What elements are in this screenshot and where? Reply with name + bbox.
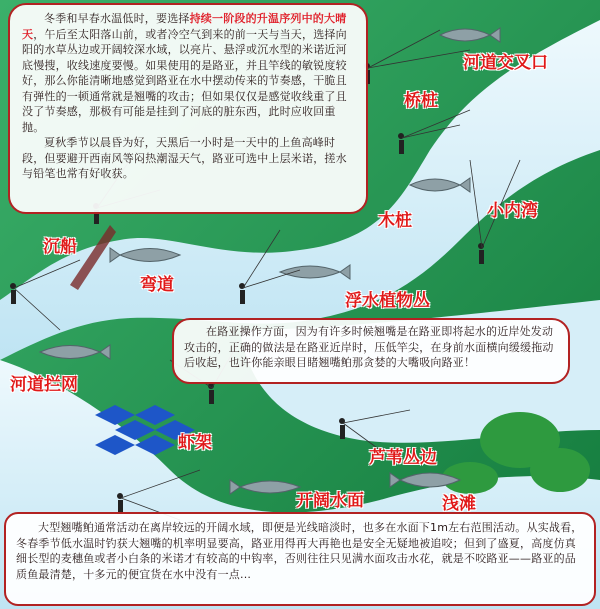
label-bridge-pile: 桥桩 bbox=[404, 91, 438, 111]
tip-box-middle-text: 在路亚操作方面，因为有许多时候翘嘴是在路亚即将起水的近岸处发动攻击的，正确的做法是在路亚近岸时，压低竿尖，在身前水面横向缓缓拖动后收起，也许你能亲眼目睹翘嘴鲌那贪婪的大嘴吸向路亚！ bbox=[184, 325, 554, 369]
label-shrimp-rack: 虾架 bbox=[178, 433, 212, 453]
label-floating-plants: 浮水植物丛 bbox=[345, 291, 430, 311]
label-river-net: 河道拦网 bbox=[10, 375, 78, 395]
highlight-sunny-day: 持续一阶段的升温序列中的大晴天 bbox=[22, 12, 347, 41]
tip-box-top-para-1: 冬季和早春水温低时，要选择持续一阶段的升温序列中的大晴天，午后至太阳落山前，或者冷空气到来的前一天与当天，选择向阳的水草丛边或开阔较深水域，以亮片、悬浮或沉水型的米诺近河底慢搜，收线速度要慢。如果使用的是路亚，并且竿线的敏锐度较好，那么你能清晰地感觉到路亚在水中摆动传来的节奏感，干脆且有弹性的一顿通常就是翘嘴的攻击；但如果仅仅是感觉收线重了且没了节奏感，那极有可能是挂到了河底的脏东西，此时应收回重抛。 bbox=[22, 12, 347, 134]
label-reed-edge: 芦苇丛边 bbox=[369, 448, 437, 468]
label-river-junction: 河道交叉口 bbox=[463, 53, 548, 73]
tip-box-bottom bbox=[4, 512, 596, 606]
label-small-bay: 小内湾 bbox=[487, 201, 538, 221]
tip-box-bottom-text: 大型翘嘴鲌通常活动在离岸较远的开阔水域，即便是光线暗淡时，也多在水面下1m左右范围活动。从实战看，冬春季节低水温时钓获大翘嘴的机率明显要高，路亚用得再大再艳也是安全无疑地被追咬；但到了盛夏，高度仿真细长型的麦穗鱼或者小白条的米诺才有较高的中钩率，否则往往只见满水面攻击水花，就是不咬路亚——路亚的品质鱼最清楚，十多元的便宜货在水中没有一点... bbox=[16, 521, 583, 581]
label-open-water: 开阔水面 bbox=[296, 491, 364, 511]
label-wooden-stake: 木桩 bbox=[378, 211, 412, 231]
label-sunken-ship: 沉船 bbox=[43, 237, 77, 257]
tip-box-top-para-2: 夏秋季节以晨昏为好，天黑后一小时是一天中的上鱼高峰时段，但要避开西南风等闷热潮湿天气，路亚可选中上层米诺，搓水与铅笔也常有好收获。 bbox=[22, 136, 347, 180]
label-shallows: 浅滩 bbox=[442, 494, 476, 514]
label-river-bend: 弯道 bbox=[140, 275, 174, 295]
tip-box-top bbox=[8, 3, 368, 214]
tip-box-middle bbox=[172, 318, 570, 384]
